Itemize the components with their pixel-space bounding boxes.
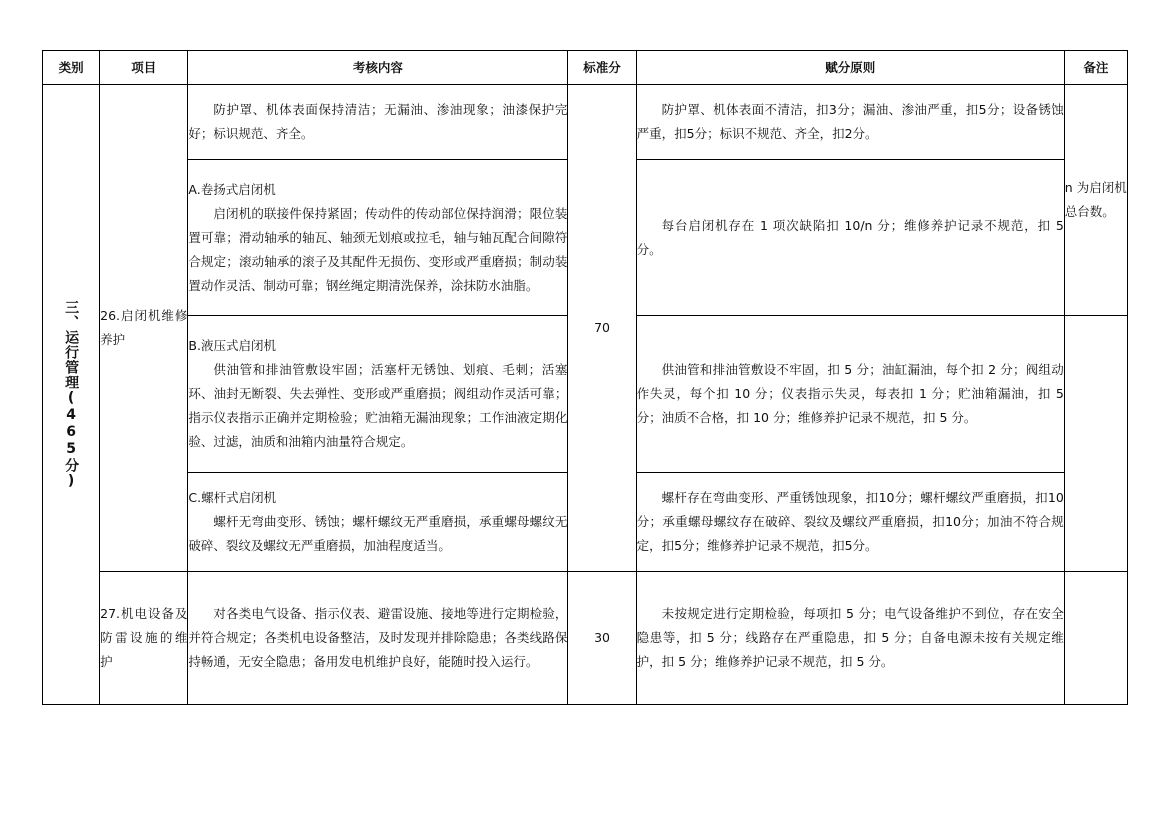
content-cell [188,85,568,160]
content-text: 防护罩、机体表面保持清洁；无漏油、渗油现象；油漆保护完好；标识规范、齐全。 [188,102,568,141]
rule-cell [636,473,1064,572]
score-value: 70 [594,320,610,335]
header-item: 项目 [100,51,188,85]
rule-cell [636,85,1064,160]
category-cell [43,85,100,705]
item-cell [100,85,188,572]
content-cell [188,316,568,473]
content-text: 供油管和排油管敷设牢固；活塞杆无锈蚀、划痕、毛刺；活塞环、油封无断裂、失去弹性、变形或严重磨损；阀组动作灵活可靠；指示仪表指示正确并定期检验；贮油箱无漏油现象；工作油液定期化验、过滤，油质和油箱内油量符合规定。 [188,362,568,449]
header-note: 备注 [1064,51,1127,85]
content-text: 螺杆无弯曲变形、锈蚀；螺杆螺纹无严重磨损，承重螺母螺纹无破碎、裂纹及螺纹无严重磨损，加油程度适当。 [188,514,568,553]
rule-text: 供油管和排油管敷设不牢固，扣 5 分；油缸漏油，每个扣 2 分；阀组动作失灵，每个扣 10 分；仪表指示失灵，每表扣 1 分；贮油箱漏油，扣 5 分；油质不合格，扣 10 分；维修养护记录不规范，扣 5 分。 [636,362,1064,425]
header-score: 标准分 [568,51,636,85]
rule-text: 螺杆存在弯曲变形、严重锈蚀现象，扣10分；螺杆螺纹严重磨损，扣10分；承重螺母螺纹存在破碎、裂纹及螺纹严重磨损，扣10分；加油不符合规定，扣5分；维修养护记录不规范，扣5分。 [636,490,1064,553]
item-name: 26.启闭机维修养护 [100,308,188,347]
note-cell-empty [1064,316,1127,572]
header-rule: 赋分原则 [636,51,1064,85]
note-cell [1064,85,1127,316]
header-content: 考核内容 [188,51,568,85]
item-cell [100,572,188,705]
rule-cell [636,572,1064,705]
score-cell [568,572,636,705]
rule-cell [636,160,1064,316]
note-text: n 为启闭机总台数。 [1064,180,1127,219]
rule-text: 每台启闭机存在 1 项次缺陷扣 10/n 分；维修养护记录不规范，扣 5 分。 [636,217,1064,257]
rule-cell [636,316,1064,473]
content-cell [188,160,568,316]
content-subtitle: C.螺杆式启闭机 [188,490,277,505]
table-row [43,572,1128,705]
content-cell [188,572,568,705]
header-row [43,51,1128,85]
content-subtitle: B.液压式启闭机 [188,338,276,353]
header-category: 类别 [43,51,100,85]
content-text: 对各类电气设备、指示仪表、避雷设施、接地等进行定期检验，并符合规定；各类机电设备整洁，及时发现并排除隐患；各类线路保持畅通，无安全隐患；备用发电机维护良好，能随时投入运行。 [188,606,568,669]
rule-text: 未按规定进行定期检验，每项扣 5 分；电气设备维护不到位，存在安全隐患等，扣 5 分；线路存在严重隐患，扣 5 分；自备电源未按有关规定维护，扣 5 分；维修养护记录不规范，扣 5 分。 [636,606,1064,669]
score-cell [568,85,636,572]
assessment-table [42,50,1128,705]
content-text: 启闭机的联接件保持紧固；传动件的传动部位保持润滑；限位装置可靠；滑动轴承的轴瓦、轴颈无划痕或拉毛，轴与轴瓦配合间隙符合规定；滚动轴承的滚子及其配件无损伤、变形或严重磨损；制动装置动作灵活、制动可靠；钢丝绳定期清洗保养，涂抹防水油脂。 [188,205,568,293]
rule-text: 防护罩、机体表面不清洁，扣3分；漏油、渗油严重，扣5分；设备锈蚀严重，扣5分；标识不规范、齐全，扣2分。 [636,102,1064,141]
content-subtitle: A.卷扬式启闭机 [188,181,276,197]
category-label: 三、运行管理(465分) [63,299,80,490]
content-cell [188,473,568,572]
table-row [43,85,1128,160]
item-name: 27.机电设备及防雷设施的维护 [100,606,188,669]
note-cell-empty [1064,572,1127,705]
score-value: 30 [594,630,610,645]
